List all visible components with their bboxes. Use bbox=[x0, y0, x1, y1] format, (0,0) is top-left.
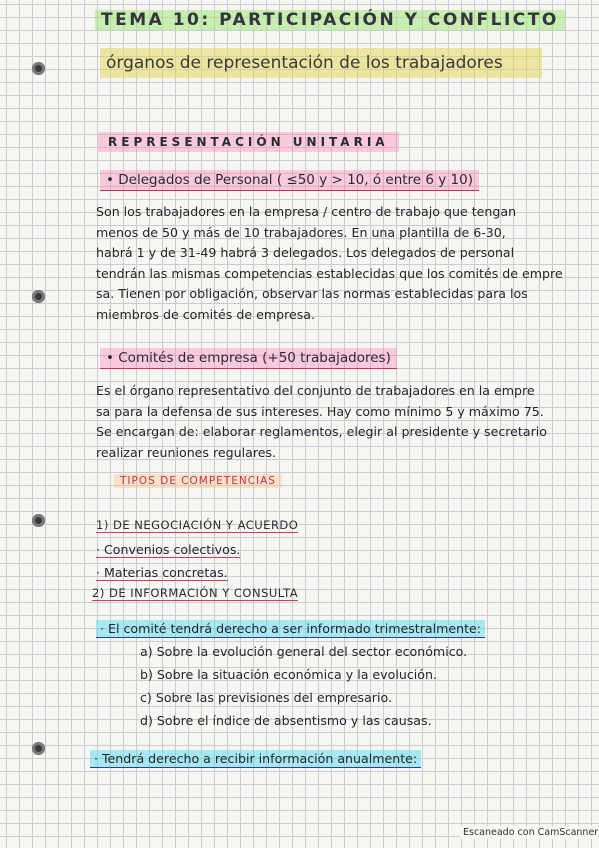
punch-hole-icon bbox=[32, 742, 45, 755]
delegados-heading: • Delegados de Personal ( ≤50 y > 10, ó entre 6 y 10) bbox=[100, 170, 479, 191]
punch-hole-icon bbox=[32, 290, 45, 303]
paragraph-line: menos de 50 y más de 10 trabajadores. En una plantilla de 6-30, bbox=[96, 224, 506, 240]
list-item: b) Sobre la situación económica y la evolución. bbox=[140, 667, 437, 682]
paragraph-line: Se encargan de: elaborar reglamentos, elegir al presidente y secretario bbox=[96, 424, 547, 439]
negociacion-heading: 1) DE NEGOCIACIÓN Y ACUERDO bbox=[96, 518, 299, 532]
list-item: c) Sobre las previsiones del empresario. bbox=[140, 690, 392, 705]
informacion-list bbox=[140, 640, 467, 732]
paragraph-line: realizar reuniones regulares. bbox=[96, 444, 277, 460]
informacion-heading: 2) DE INFORMACIÓN Y CONSULTA bbox=[92, 586, 299, 600]
tipos-heading: TIPOS DE COMPETENCIAS bbox=[114, 474, 282, 488]
page-title: TEMA 10: PARTICIPACIÓN Y CONFLICTO bbox=[95, 10, 565, 30]
negociacion-item: · Materias concretas. bbox=[96, 565, 228, 580]
paragraph-line: sa para la defensa de sus intereses. Hay como mínimo 5 y máximo 75. bbox=[96, 403, 544, 419]
comites-heading: • Comités de empresa (+50 trabajadores) bbox=[100, 348, 397, 369]
paragraph-line: Son los trabajadores en la empresa / centro de trabajo que tengan bbox=[96, 204, 517, 219]
list-item: d) Sobre el índice de absentismo y las causas. bbox=[140, 713, 432, 728]
punch-hole-icon bbox=[32, 62, 45, 75]
paragraph-line: Es el órgano representativo del conjunto de trabajadores en la empre bbox=[96, 383, 535, 398]
section-heading: REPRESENTACIÓN UNITARIA bbox=[98, 132, 399, 152]
page-subtitle: órganos de representación de los trabajadores bbox=[100, 48, 542, 78]
annual-info-line: · Tendrá derecho a recibir información anualmente: bbox=[90, 750, 421, 768]
scanner-watermark: Escaneado con CamScanner bbox=[460, 826, 599, 839]
negociacion-item: · Convenios colectivos. bbox=[96, 542, 241, 557]
paragraph-line: tendrán las mismas competencias establecidas que los comités de empre bbox=[96, 265, 563, 281]
paragraph-line: miembros de comités de empresa. bbox=[96, 306, 316, 322]
delegados-paragraph bbox=[96, 202, 563, 325]
informacion-lead: · El comité tendrá derecho a ser informado trimestralmente: bbox=[96, 620, 485, 638]
punch-hole-icon bbox=[32, 514, 45, 527]
paragraph-line: habrá 1 y de 31-49 habrá 3 delegados. Los delegados de personal bbox=[96, 245, 515, 260]
comites-paragraph bbox=[96, 381, 547, 463]
list-item: a) Sobre la evolución general del sector económico. bbox=[140, 644, 468, 659]
paragraph-line: sa. Tienen por obligación, observar las normas establecidas para los bbox=[96, 286, 528, 301]
